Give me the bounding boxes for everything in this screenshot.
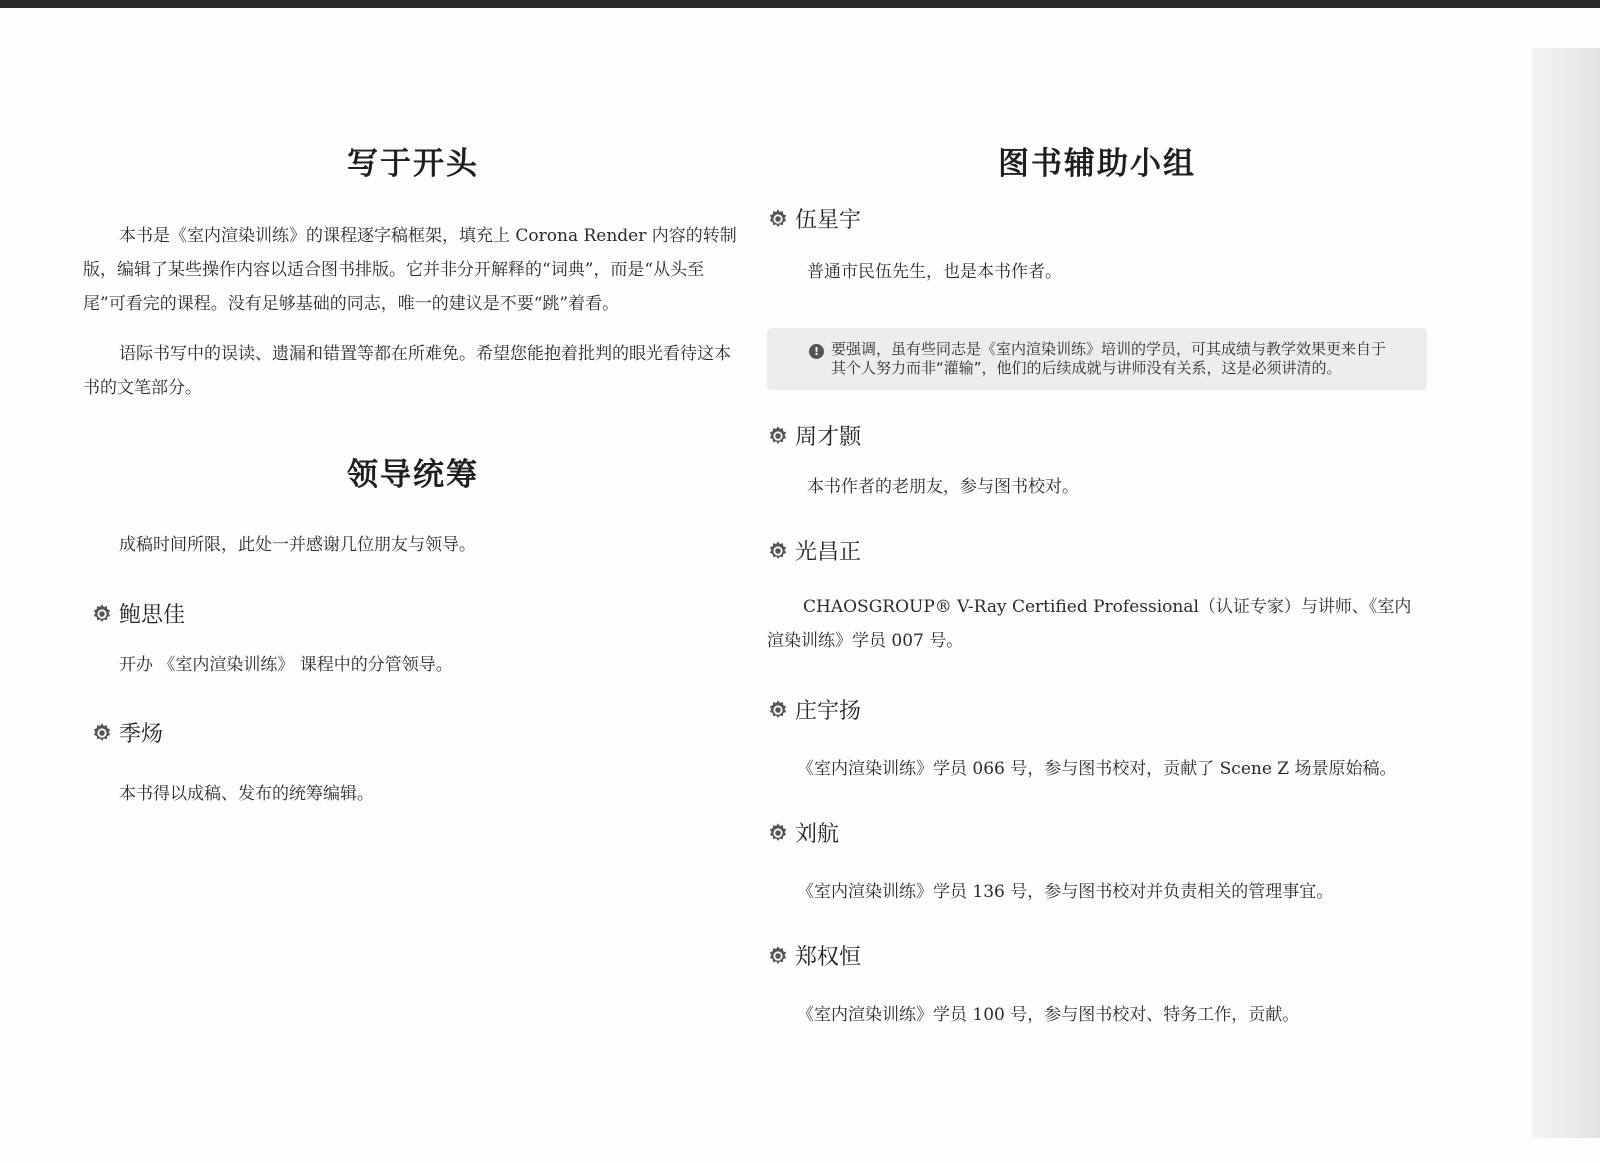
person-desc: 《室内渲染训练》学员 100 号，参与图书校对、特务工作，贡献。 [797, 1005, 1300, 1025]
person-desc: 《室内渲染训练》学员 066 号，参与图书校对，贡献了 Scene Z 场景原始稿。 [797, 759, 1397, 779]
person-name: 伍星宇 [795, 208, 862, 233]
person-name: 周才颢 [795, 425, 862, 450]
person-heading [767, 203, 1427, 234]
person-heading [767, 817, 1427, 848]
left-page [83, 138, 743, 810]
page-edge-shadow [1532, 48, 1600, 1138]
info-icon: ! [809, 344, 824, 359]
person-desc: 本书作者的老朋友，参与图书校对。 [807, 477, 1079, 497]
gear-icon [767, 208, 789, 230]
intro-paragraph-2: 语际书写中的误读、遗漏和错置等都在所难免。希望您能抱着批判的眼光看待这本书的文笔部分。 [83, 344, 731, 398]
person-heading [767, 420, 1427, 451]
intro-title: 写于开头 [347, 146, 479, 182]
person-name: 刘航 [795, 822, 840, 847]
person-desc: 开办 《室内渲染训练》 课程中的分管领导。 [119, 655, 453, 675]
gear-icon [767, 699, 789, 721]
person-name: 郑权恒 [795, 945, 862, 970]
person-heading [767, 694, 1427, 725]
gear-icon [91, 722, 113, 744]
note-text: 要强调，虽有些同志是《室内渲染训练》培训的学员，可其成绩与教学效果更来自于其个人努力而非“灌输”，他们的后续成就与讲师没有关系，这是必须讲清的。 [831, 340, 1387, 377]
person-desc: 普通市民伍先生，也是本书作者。 [807, 262, 1062, 282]
team-title: 图书辅助小组 [998, 146, 1196, 182]
person-heading [91, 717, 743, 748]
note-box [767, 328, 1427, 390]
person-desc: 《室内渲染训练》学员 136 号，参与图书校对并负责相关的管理事宜。 [797, 882, 1334, 902]
book-spread [0, 8, 1600, 1163]
gear-icon [767, 822, 789, 844]
person-heading [767, 535, 1427, 566]
person-heading [91, 598, 743, 629]
gear-icon [91, 603, 113, 625]
scan-border [0, 0, 1600, 8]
gear-icon [767, 540, 789, 562]
person-name: 季炀 [119, 722, 164, 747]
leaders-title: 领导统筹 [347, 457, 479, 493]
person-name: 庄宇扬 [795, 699, 862, 724]
right-page [767, 138, 1427, 1031]
gear-icon [767, 425, 789, 447]
person-desc: 本书得以成稿、发布的统筹编辑。 [119, 784, 374, 804]
person-heading [767, 940, 1427, 971]
intro-paragraph-1: 本书是《室内渲染训练》的课程逐字稿框架，填充上 Corona Render 内容的转制版，编辑了某些操作内容以适合图书排版。它并非分开解释的“词典”，而是“从头至尾”可看完的课程。没有足够基础的同志，唯一的建议是不要“跳”着看。 [83, 226, 737, 314]
gear-icon [767, 945, 789, 967]
person-name: 鲍思佳 [119, 603, 186, 628]
person-desc: CHAOSGROUP® V-Ray Certified Professional（认证专家）与讲师、《室内渲染训练》学员 007 号。 [767, 597, 1412, 651]
leaders-intro: 成稿时间所限，此处一并感谢几位朋友与领导。 [119, 535, 476, 555]
person-name: 光昌正 [795, 540, 862, 565]
